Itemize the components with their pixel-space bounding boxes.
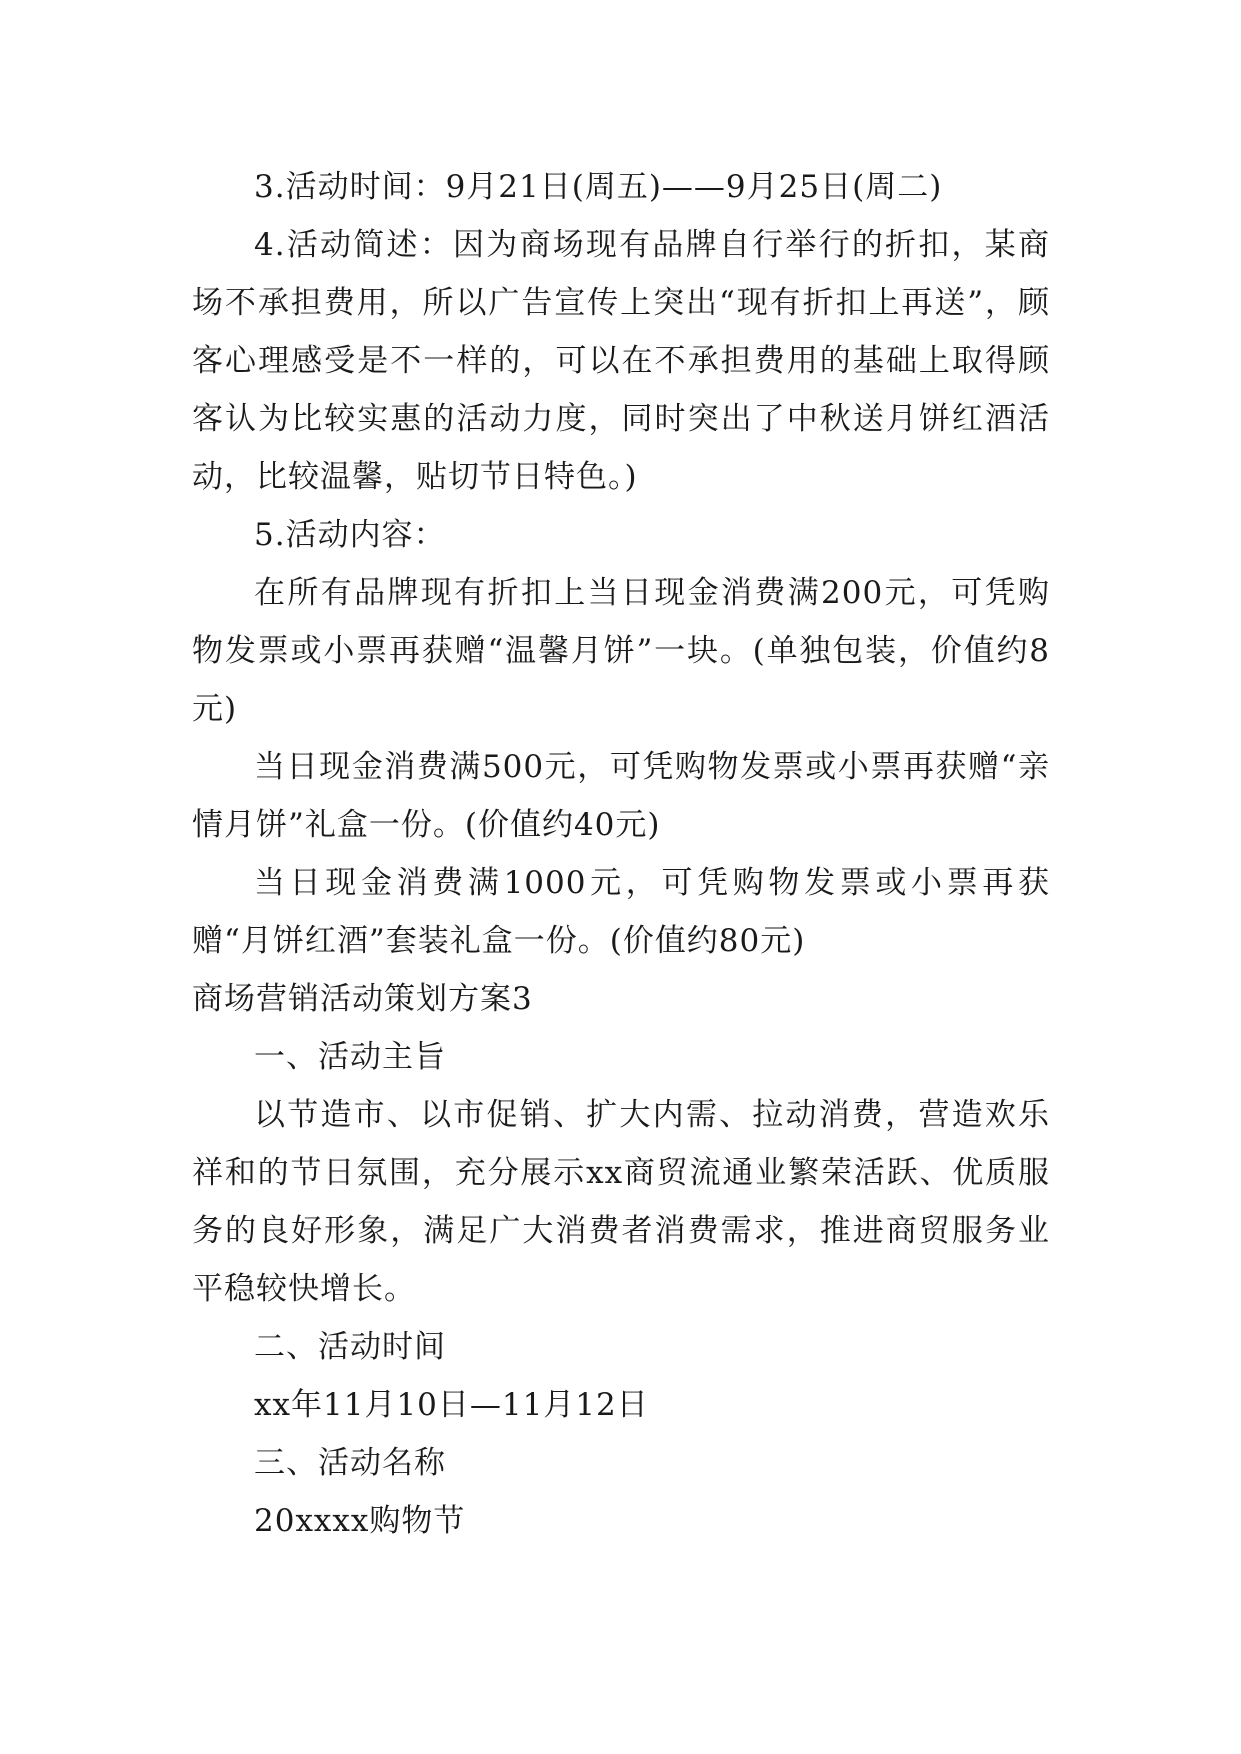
paragraph-activity-time: 3.活动时间：9月21日(周五)——9月25日(周二)	[254, 169, 943, 205]
heading-time: 二、活动时间	[254, 1329, 446, 1365]
paragraph-tier-500: 当日现金消费满500元，可凭购物发票或小票再获赠“亲情月饼”礼盒一份。(价值约40元)	[192, 749, 1050, 843]
document-body	[192, 158, 1050, 1550]
paragraph-activity-summary: 4.活动简述：因为商场现有品牌自行举行的折扣，某商场不承担费用，所以广告宣传上突出“现有折扣上再送”，顾客心理感受是不一样的，可以在不承担费用的基础上取得顾客认为比较实惠的活动力度，同时突出了中秋送月饼红酒活动，比较温馨，贴切节日特色。)	[192, 227, 1050, 495]
paragraph-activity-content-heading: 5.活动内容：	[254, 517, 446, 553]
paragraph-tier-1000: 当日现金消费满1000元，可凭购物发票或小票再获赠“月饼红酒”套装礼盒一份。(价值约80元)	[192, 865, 1050, 959]
paragraph-time: xx年11月10日—11月12日	[254, 1387, 649, 1423]
paragraph-tier-200: 在所有品牌现有折扣上当日现金消费满200元，可凭购物发票或小票再获赠“温馨月饼”一块。(单独包装，价值约8元)	[192, 575, 1050, 727]
section-title-plan-3: 商场营销活动策划方案3	[192, 981, 533, 1017]
paragraph-purpose: 以节造市、以市促销、扩大内需、拉动消费，营造欢乐祥和的节日氛围，充分展示xx商贸流通业繁荣活跃、优质服务的良好形象，满足广大消费者消费需求，推进商贸服务业平稳较快增长。	[192, 1097, 1050, 1307]
heading-name: 三、活动名称	[254, 1445, 446, 1481]
paragraph-name: 20xxxx购物节	[254, 1503, 466, 1539]
heading-purpose: 一、活动主旨	[254, 1039, 446, 1075]
